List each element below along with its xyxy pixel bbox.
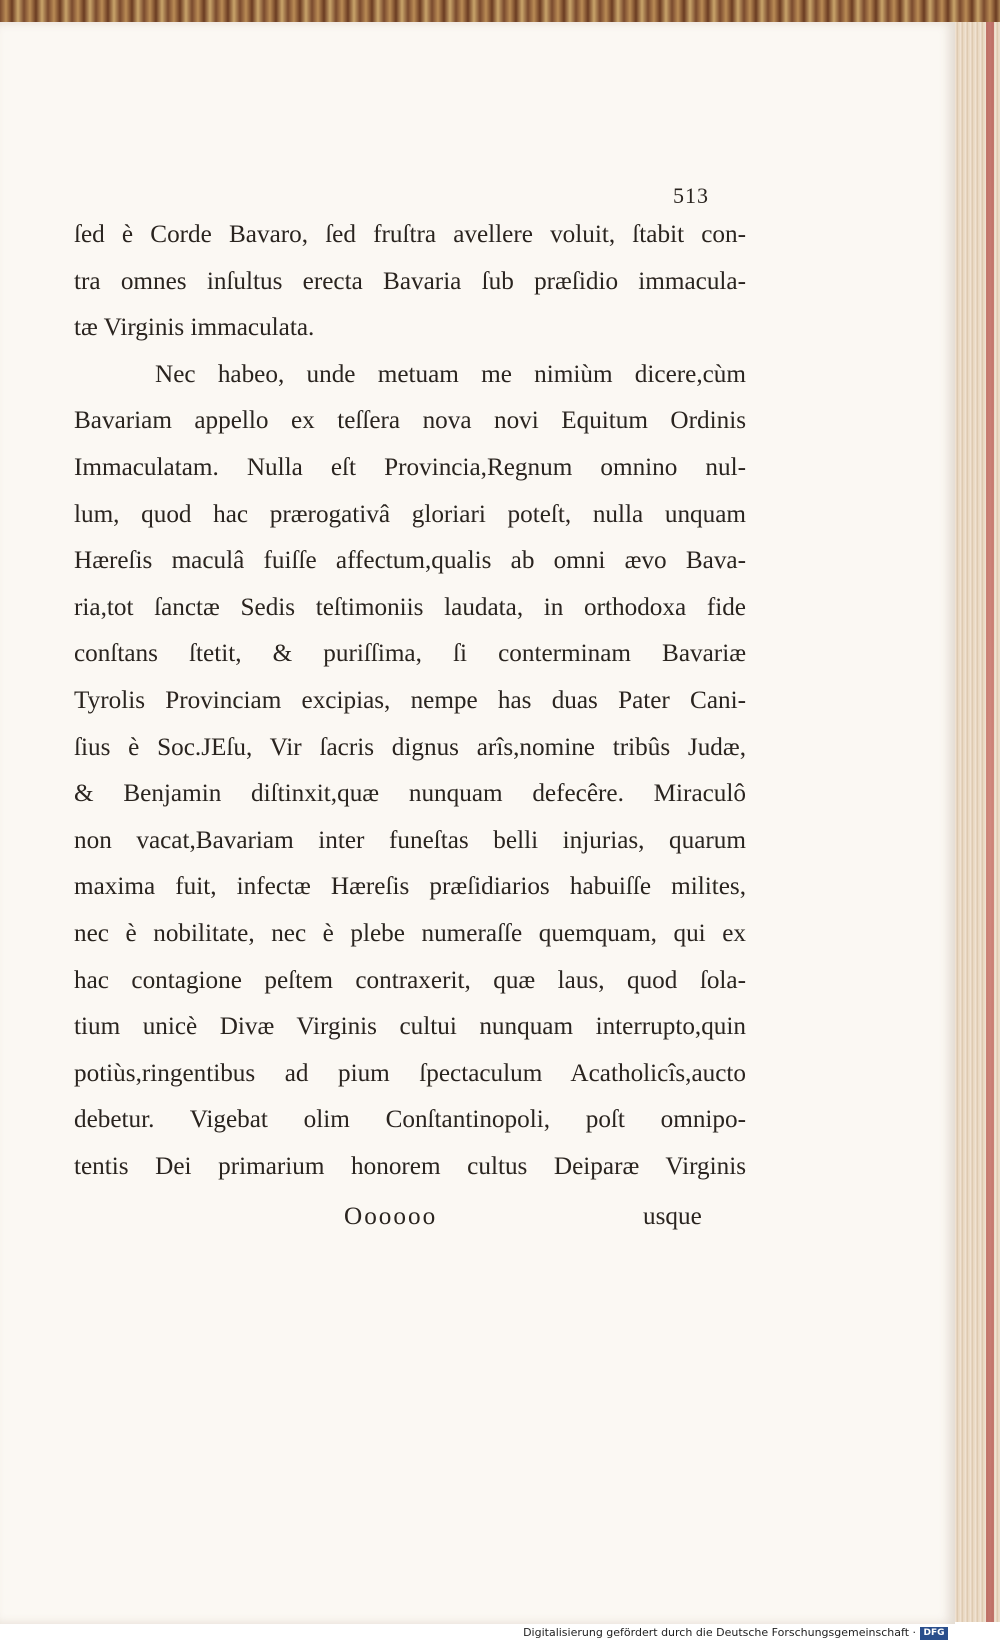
text-line: ſius è Soc.JEſu, Vir ſacris dignus arîs,nomine tribûs Judæ, — [74, 733, 746, 761]
text-line: Bavariam appello ex teſſera nova novi Equitum Ordinis — [74, 407, 746, 435]
digitization-credit: Digitalisierung gefördert durch die Deutsche Forschungsgemeinschaft · — [523, 1626, 916, 1639]
page-number: 513 — [673, 183, 709, 208]
signature-mark: Oooooo — [344, 1203, 438, 1230]
catchword: usque — [643, 1203, 702, 1230]
text-line: non vacat,Bavariam inter funeſtas belli injurias, quarum — [74, 826, 746, 854]
digitization-credit-bar — [0, 1624, 1000, 1644]
page-edges — [954, 22, 1000, 1622]
text-line: & Benjamin diſtinxit,quæ nunquam defecêre. Miraculô — [74, 780, 746, 808]
text-line: tra omnes inſultus erecta Bavaria ſub præſidio immacula- — [74, 267, 746, 295]
text-line: lum, quod hac prærogativâ gloriari poteſt, nulla unquam — [74, 500, 746, 528]
text-line: tæ Virginis immaculata. — [74, 314, 315, 342]
body-text — [74, 212, 746, 1190]
text-line: nec è nobilitate, nec è plebe numeraſſe quemquam, qui ex — [74, 919, 746, 947]
book-binding-edge — [0, 0, 1000, 22]
text-line: Hæreſis maculâ fuiſſe affectum,qualis ab omni ævo Bava- — [74, 547, 746, 575]
bookmark-ribbon — [986, 22, 994, 1622]
text-line: Nec habeo, unde metuam me nimiùm dicere,cùm — [155, 360, 746, 388]
text-line: ſed è Corde Bavaro, ſed fruſtra avellere voluit, ſtabit con- — [74, 221, 746, 248]
text-line: maxima fuit, infectæ Hæreſis præſidiarios habuiſſe milites, — [74, 873, 746, 901]
text-line: Immaculatam. Nulla eſt Provincia,Regnum omnino nul- — [74, 453, 746, 481]
text-line: hac contagione peſtem contraxerit, quæ laus, quod ſola- — [74, 966, 746, 994]
text-line: tentis Dei primarium honorem cultus Deiparæ Virginis — [74, 1152, 746, 1180]
text-line: tium unicè Divæ Virginis cultui nunquam interrupto,quin — [74, 1013, 746, 1041]
text-line: Tyrolis Provinciam excipias, nempe has duas Pater Cani- — [74, 686, 746, 714]
text-line: conſtans ſtetit, & puriſſima, ſi conterminam Bavariæ — [74, 640, 746, 668]
text-line: potiùs,ringentibus ad pium ſpectaculum Acatholicîs,aucto — [74, 1059, 746, 1087]
text-line: debetur. Vigebat olim Conſtantinopoli, poſt omnipo- — [74, 1106, 746, 1134]
text-line: ria,tot ſanctæ Sedis teſtimoniis laudata, in orthodoxa fide — [74, 593, 746, 621]
dfg-logo: DFG — [920, 1627, 948, 1640]
